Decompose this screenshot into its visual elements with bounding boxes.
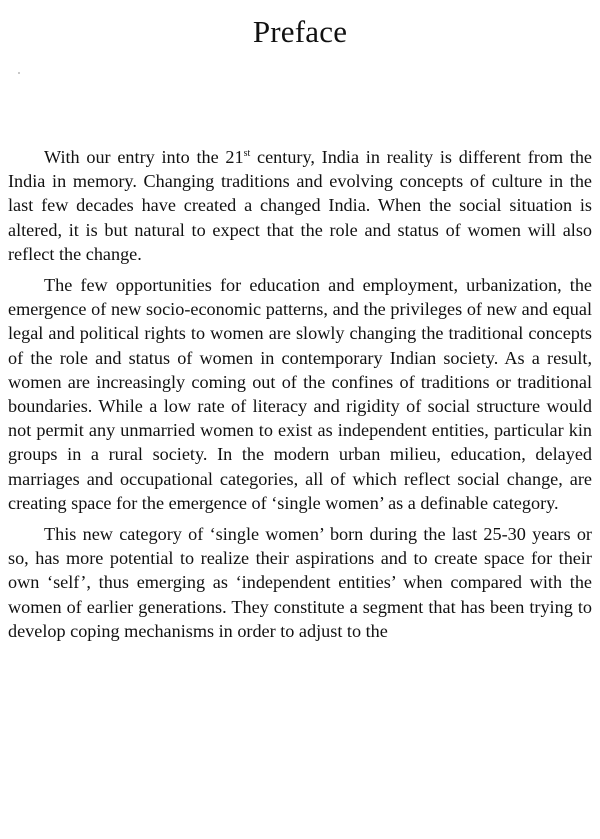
paragraph-1 [8, 145, 592, 266]
page-title: Preface [252, 14, 348, 49]
paragraph-1-text-start: With our entry into the 21 [44, 147, 244, 167]
scan-speck [18, 72, 20, 74]
ordinal-suffix: st [243, 148, 251, 159]
paragraph-3: This new category of ‘single women’ born during the last 25-30 years or so, has more potential to realize their aspirations and to create space for their own ‘self’, thus emerging as ‘independent entities’ when compared with the women of earlier generations. They constitute a segment that has been trying to develop coping mechanisms in order to adjust to the [8, 524, 592, 641]
preface-body [8, 145, 592, 650]
paragraph-1-text-rest: century, India in reality is different from the India in memory. Changing traditions and evolving concepts of culture in the last few decades have created a changed India. When the social situation is altered, it is but natural to expect that the role and status of women will also reflect the change. [8, 147, 593, 264]
paragraph-2: The few opportunities for education and employment, urbanization, the emergence of new socio-economic patterns, and the privileges of new and equal legal and political rights to women are slowly changing the traditional concepts of the role and status of women in contemporary Indian society. As a result, women are increasingly coming out of the confines of traditions or traditional boundaries. While a low rate of literacy and rigidity of social structure would not permit any unmarried women to exist as independent entities, particular kin groups in a rural society. In the modern urban milieu, education, delayed marriages and occupational categories, all of which reflect social change, are creating space for the emergence of ‘single women’ as a definable category. [8, 275, 592, 513]
